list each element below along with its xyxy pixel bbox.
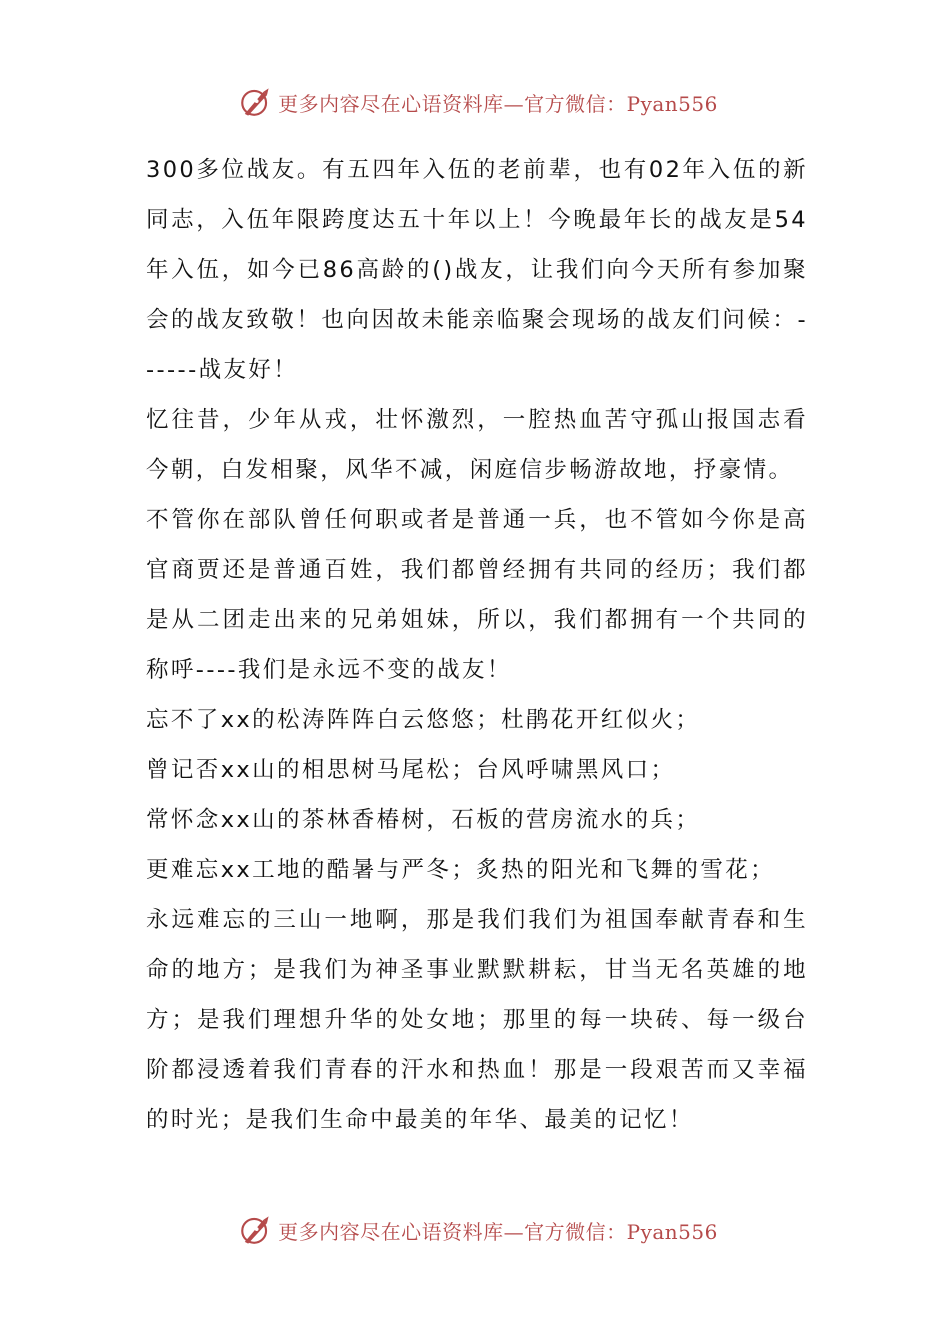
pen-nib-circle-icon [238, 1213, 272, 1247]
paragraph: 忘不了xx的松涛阵阵白云悠悠；杜鹃花开红似火； [146, 707, 701, 733]
pen-nib-circle-icon [238, 85, 272, 119]
paragraph: 忆往昔，少年从戎，壮怀激烈，一腔热血苦守孤山报国志看今朝，白发相聚，风华不减，闲庭信步畅游故地，抒豪情。 [146, 407, 808, 483]
paragraph: 不管你在部队曾任何职或者是普通一兵，也不管如今你是高官商贾还是普通百姓，我们都曾经拥有共同的经历；我们都是从二团走出来的兄弟姐妹，所以，我们都拥有一个共同的称呼----我们是永远不变的战友！ [146, 507, 808, 683]
header-banner [0, 80, 950, 124]
paragraph: 曾记否xx山的相思树马尾松；台风呼啸黑风口； [146, 757, 676, 783]
banner-text: 更多内容尽在心语资料库—官方微信：Pyan556 [278, 91, 718, 116]
paragraph: 更难忘xx工地的酷暑与严冬；炙热的阳光和飞舞的雪花； [146, 857, 776, 883]
footer-banner [0, 1208, 950, 1252]
banner-text: 更多内容尽在心语资料库—官方微信：Pyan556 [278, 1219, 718, 1244]
paragraph: 常怀念xx山的茶林香椿树，石板的营房流水的兵； [146, 807, 701, 833]
paragraph: 300多位战友。有五四年入伍的老前辈，也有02年入伍的新同志，入伍年限跨度达五十年以上！今晚最年长的战友是54年入伍，如今已86高龄的()战友，让我们向今天所有参加聚会的战友致敬！也向因故未能亲临聚会现场的战友们问候：------战友好！ [146, 157, 808, 383]
document-body [146, 145, 808, 1145]
paragraph: 永远难忘的三山一地啊，那是我们我们为祖国奉献青春和生命的地方；是我们为神圣事业默默耕耘，甘当无名英雄的地方；是我们理想升华的处女地；那里的每一块砖、每一级台阶都浸透着我们青春的汗水和热血！那是一段艰苦而又幸福的时光；是我们生命中最美的年华、最美的记忆！ [146, 907, 808, 1133]
